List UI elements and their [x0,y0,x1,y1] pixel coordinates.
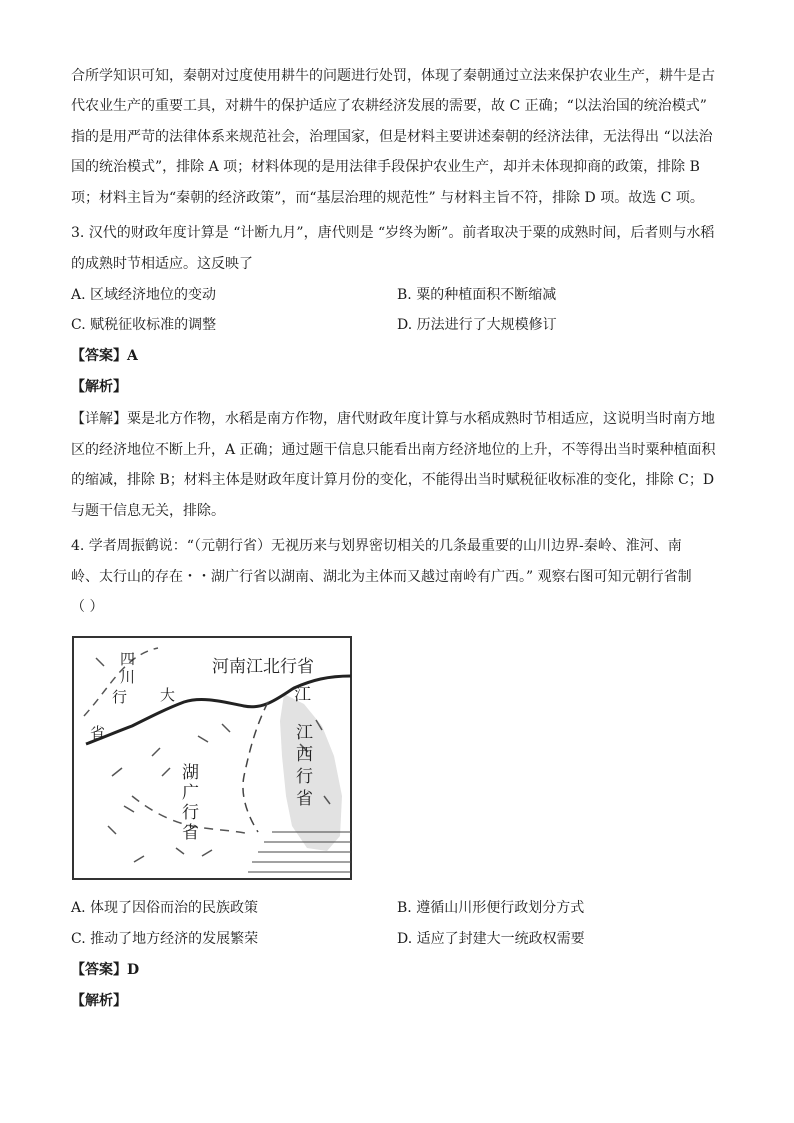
paragraph-line: 国的统治模式”，排除 A 项；材料体现的是用法律手段保护农业生产，却并未体现抑商的政策，排除 B [71,159,700,175]
map-label-jiangxi: 西 [296,745,313,765]
map-label-jiang: 江 [294,685,311,705]
q4-analysis-label: 【解析】 [71,993,127,1009]
q3-analysis-label: 【解析】 [71,379,127,395]
map-label-jiangxi: 行 [296,767,313,787]
q4-option-d: D. 适应了封建大一统政权需要 [397,931,585,947]
q4-option-c: C. 推动了地方经济的发展繁荣 [71,931,259,947]
map-label-huguang: 湖 [182,763,199,783]
map-label-huguang: 省 [182,823,199,843]
map-label-jiangxi: 江 [296,723,313,743]
map-label-huguang: 行 [182,803,199,823]
q3-detail-line: 的缩减，排除 B；材料主体是财政年度计算月份的变化，不能得出当时赋税征收标准的变化，排除 C；D [71,472,715,488]
q4-stem-line: （ ） [71,599,104,615]
q4-answer: 【答案】D [71,962,140,978]
paragraph-line: 合所学知识可知，秦朝对过度使用耕牛的问题进行处罚，体现了秦朝通过立法来保护农业生产，耕牛是古 [71,68,715,84]
q3-answer: 【答案】A [71,348,138,364]
map-label-henan: 河南江北行省 [212,657,314,677]
q3-stem-line: 3. 汉代的财政年度计算是 “计断九月”，唐代则是 “岁终为断”。前者取决于粟的成熟时间，后者则与水稻 [71,225,715,241]
q4-option-a: A. 体现了因俗而治的民族政策 [71,900,259,916]
q3-detail-line: 区的经济地位不断上升，A 正确；通过题干信息只能看出南方经济地位的上升，不等得出当时粟种植面积 [71,442,716,458]
q3-option-d: D. 历法进行了大规模修订 [397,317,557,333]
q4-stem-line: 4. 学者周振鹤说：“（元朝行省）无视历来与划界密切相关的几条最重要的山川边界-秦岭、淮河、南 [71,538,682,554]
paragraph-line: 代农业生产的重要工具，对耕牛的保护适应了农耕经济发展的需要，故 C 正确；“以法治国的统治模式” [71,98,707,114]
q4-option-b: B. 遵循山川形便行政划分方式 [397,900,585,916]
q3-option-a: A. 区域经济地位的变动 [71,287,217,303]
map-label-jiangxi: 省 [296,789,313,809]
q4-stem-line: 岭、太行山的存在・・湖广行省以湖南、湖北为主体而又越过南岭有广西。” 观察右图可知元朝行省制 [71,569,692,585]
paragraph-line: 指的是用严苛的法律体系来规范社会，治理国家，但是材料主要讲述秦朝的经济法律，无法得出 “以法治 [71,129,713,145]
map-label-sichuan: 行 [112,688,128,706]
q3-detail-line: 【详解】粟是北方作物，水稻是南方作物，唐代财政年度计算与水稻成熟时节相适应，这说明当时南方地 [71,411,715,427]
map-label-da: 大 [160,686,176,704]
map-label-sichuan: 省 [90,724,106,742]
paragraph-line: 项；材料主旨为“秦朝的经济政策”，而“基层治理的规范性” 与材料主旨不符，排除 D 项。故选 C 项。 [71,190,704,206]
q3-stem-line: 的成熟时节相适应。这反映了 [71,256,253,272]
yuan-province-map [72,636,352,880]
map-label-sichuan: 四 [120,650,136,668]
q3-option-b: B. 粟的种植面积不断缩减 [397,287,557,303]
map-label-huguang: 广 [182,783,199,803]
q3-option-c: C. 赋税征收标准的调整 [71,317,217,333]
q3-detail-line: 与题干信息无关，排除。 [71,503,225,519]
map-label-sichuan: 川 [120,668,136,686]
